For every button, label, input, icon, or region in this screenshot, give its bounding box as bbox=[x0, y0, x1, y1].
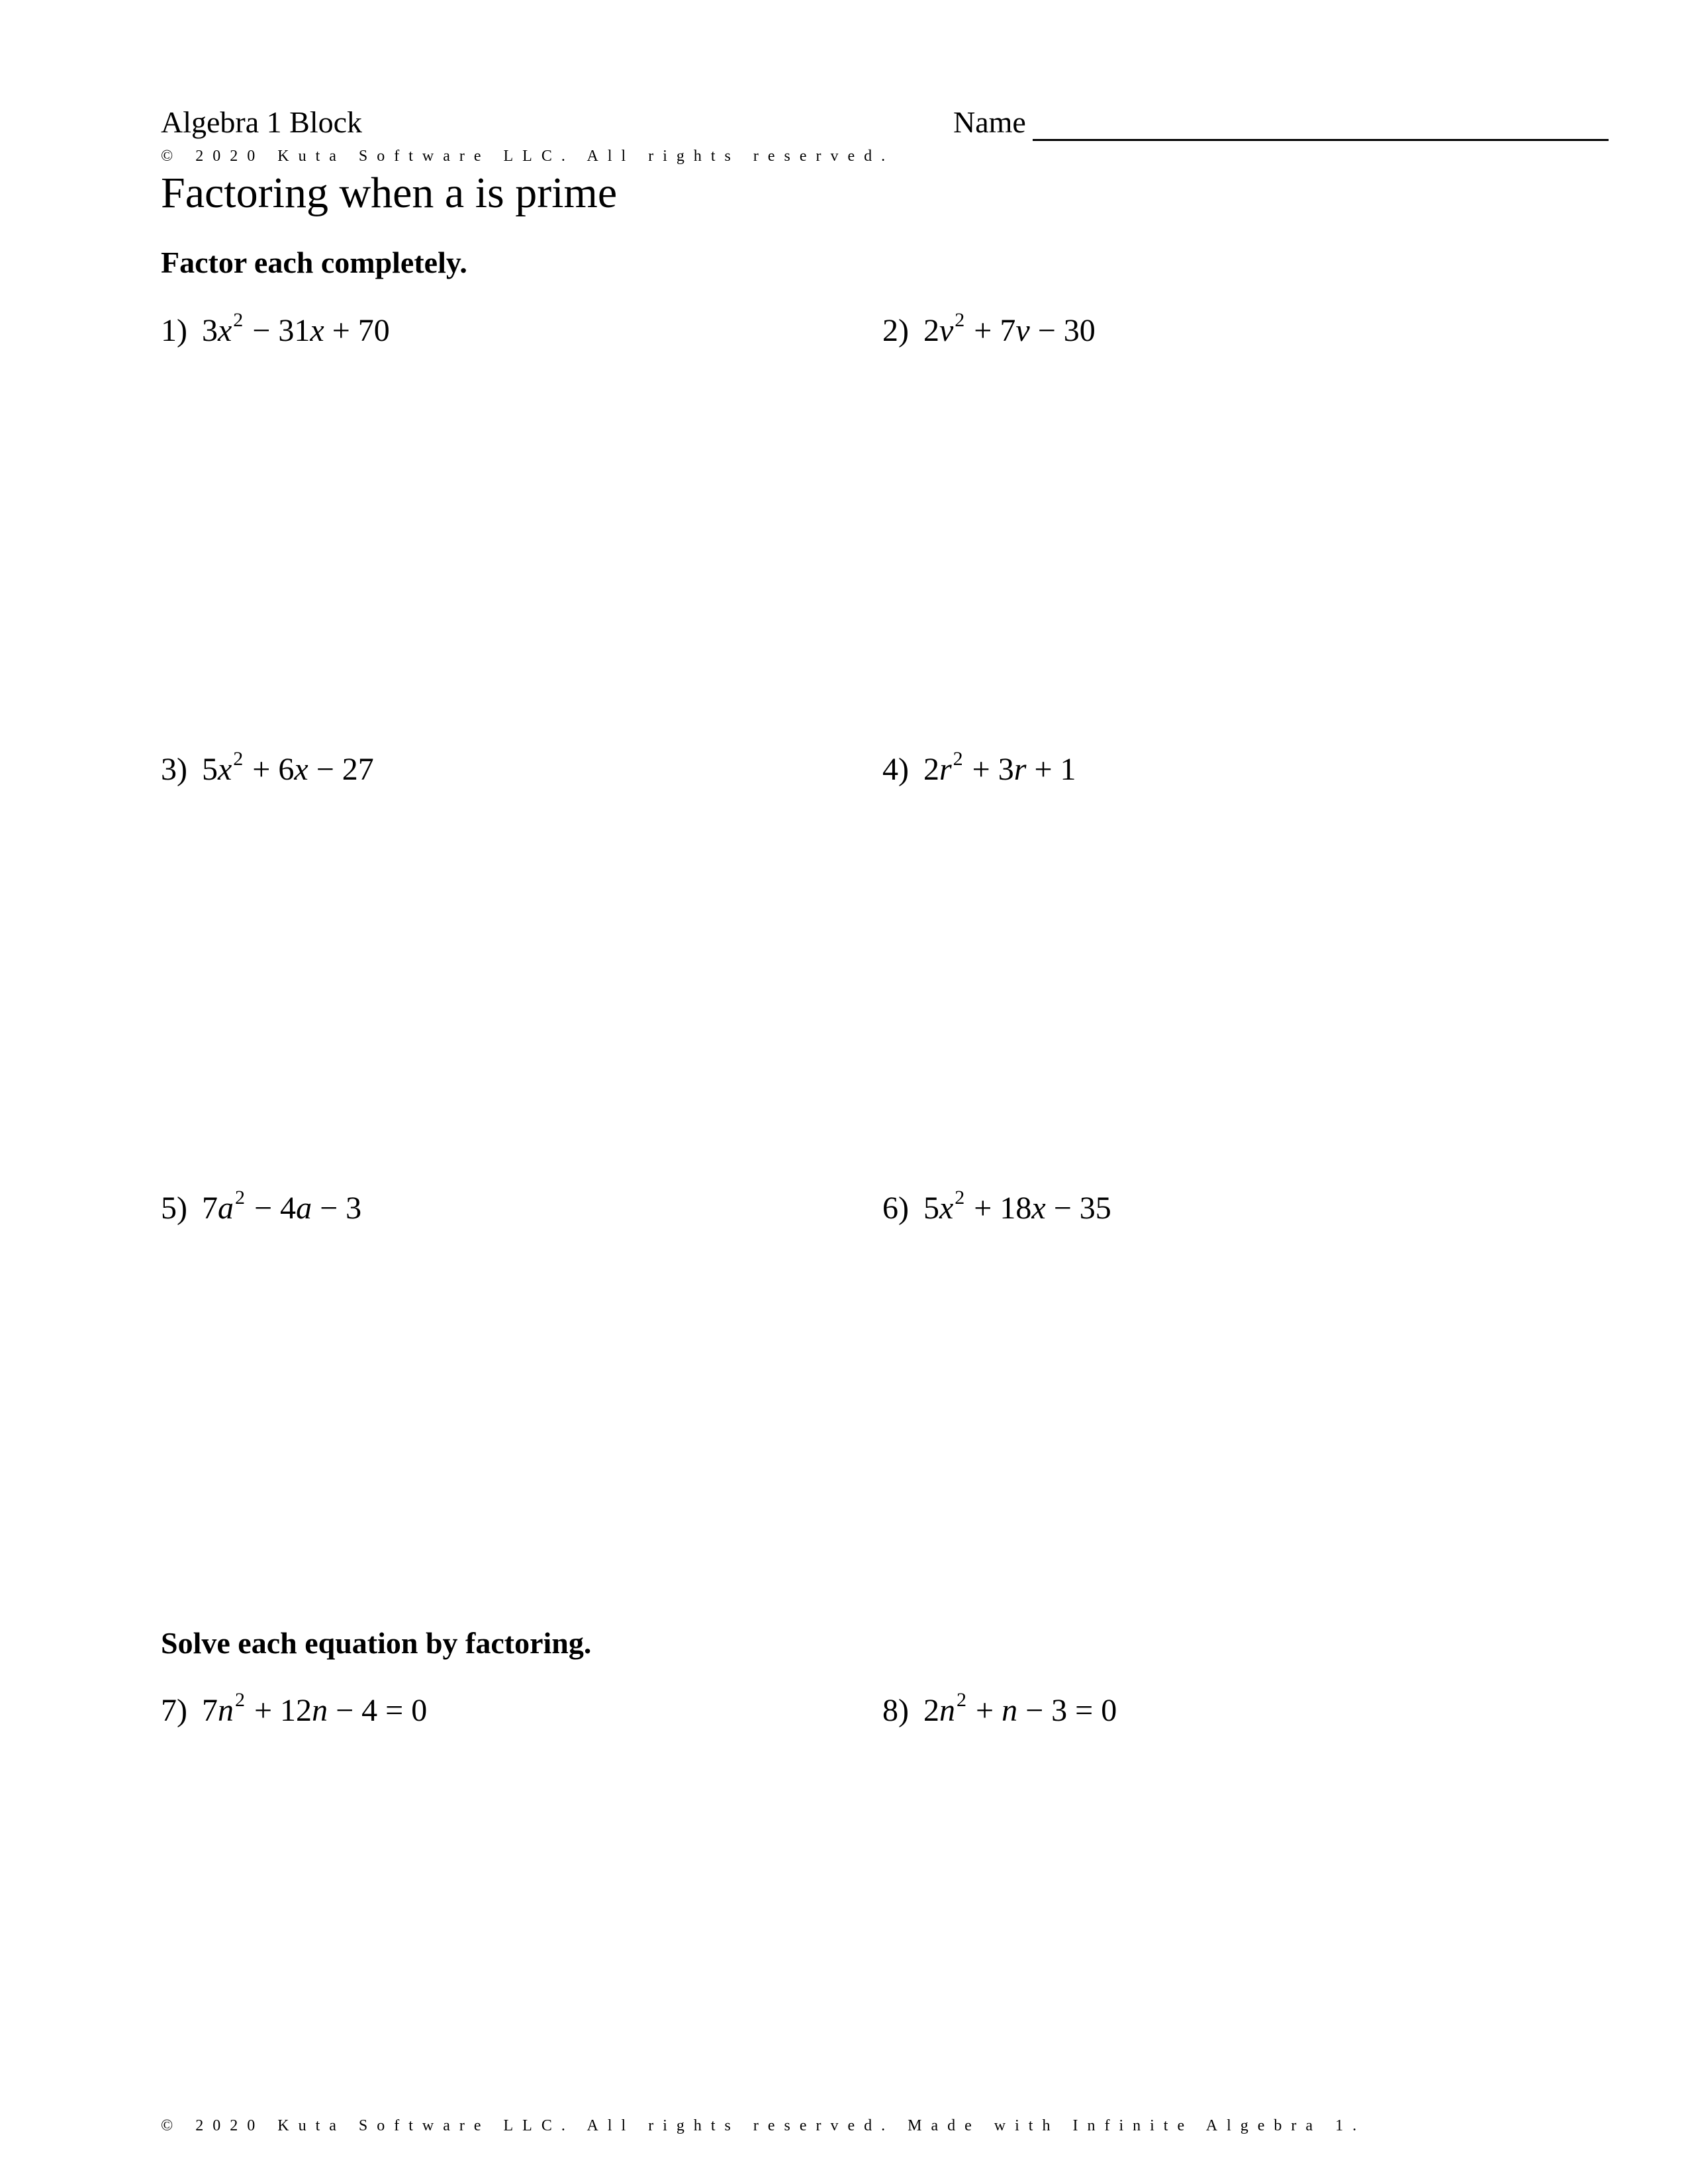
problem-number: 2) bbox=[882, 313, 909, 348]
worksheet-title: Factoring when a is prime bbox=[161, 169, 618, 217]
copyright-notice: © 2020 Kuta Software LLC. All rights reserved. bbox=[161, 148, 895, 165]
instruction-solve: Solve each equation by factoring. bbox=[161, 1626, 592, 1660]
problem-1: 1) $3x^2 - 31x + 70$ bbox=[161, 309, 390, 348]
problem-8: 8) $2n^2 + n - 3 = 0$ bbox=[882, 1689, 1117, 1728]
name-label: Name bbox=[953, 105, 1026, 139]
problem-4: 4) $2r^2 + 3r + 1$ bbox=[882, 748, 1076, 787]
problem-5: 5) $7a^2 - 4a - 3$ bbox=[161, 1187, 362, 1226]
problem-number: 8) bbox=[882, 1693, 909, 1728]
problem-number: 6) bbox=[882, 1191, 909, 1226]
problem-number: 4) bbox=[882, 752, 909, 787]
problem-3: 3) $5x^2 + 6x - 27$ bbox=[161, 748, 374, 787]
problem-2: 2) $2v^2 + 7v - 30$ bbox=[882, 309, 1096, 348]
problem-number: 3) bbox=[161, 752, 187, 787]
problem-number: 7) bbox=[161, 1693, 187, 1728]
problem-number: 1) bbox=[161, 313, 187, 348]
problem-6: 6) $5x^2 + 18x - 35$ bbox=[882, 1187, 1111, 1226]
problem-7: 7) $7n^2 + 12n - 4 = 0$ bbox=[161, 1689, 428, 1728]
footer-copyright: © 2020 Kuta Software LLC. All rights reserved. Made with Infinite Algebra 1. bbox=[161, 2117, 1366, 2134]
course-title: Algebra 1 Block bbox=[161, 105, 363, 139]
name-blank-line[interactable] bbox=[1033, 139, 1609, 141]
problem-number: 5) bbox=[161, 1191, 187, 1226]
instruction-factor: Factor each completely. bbox=[161, 246, 467, 279]
